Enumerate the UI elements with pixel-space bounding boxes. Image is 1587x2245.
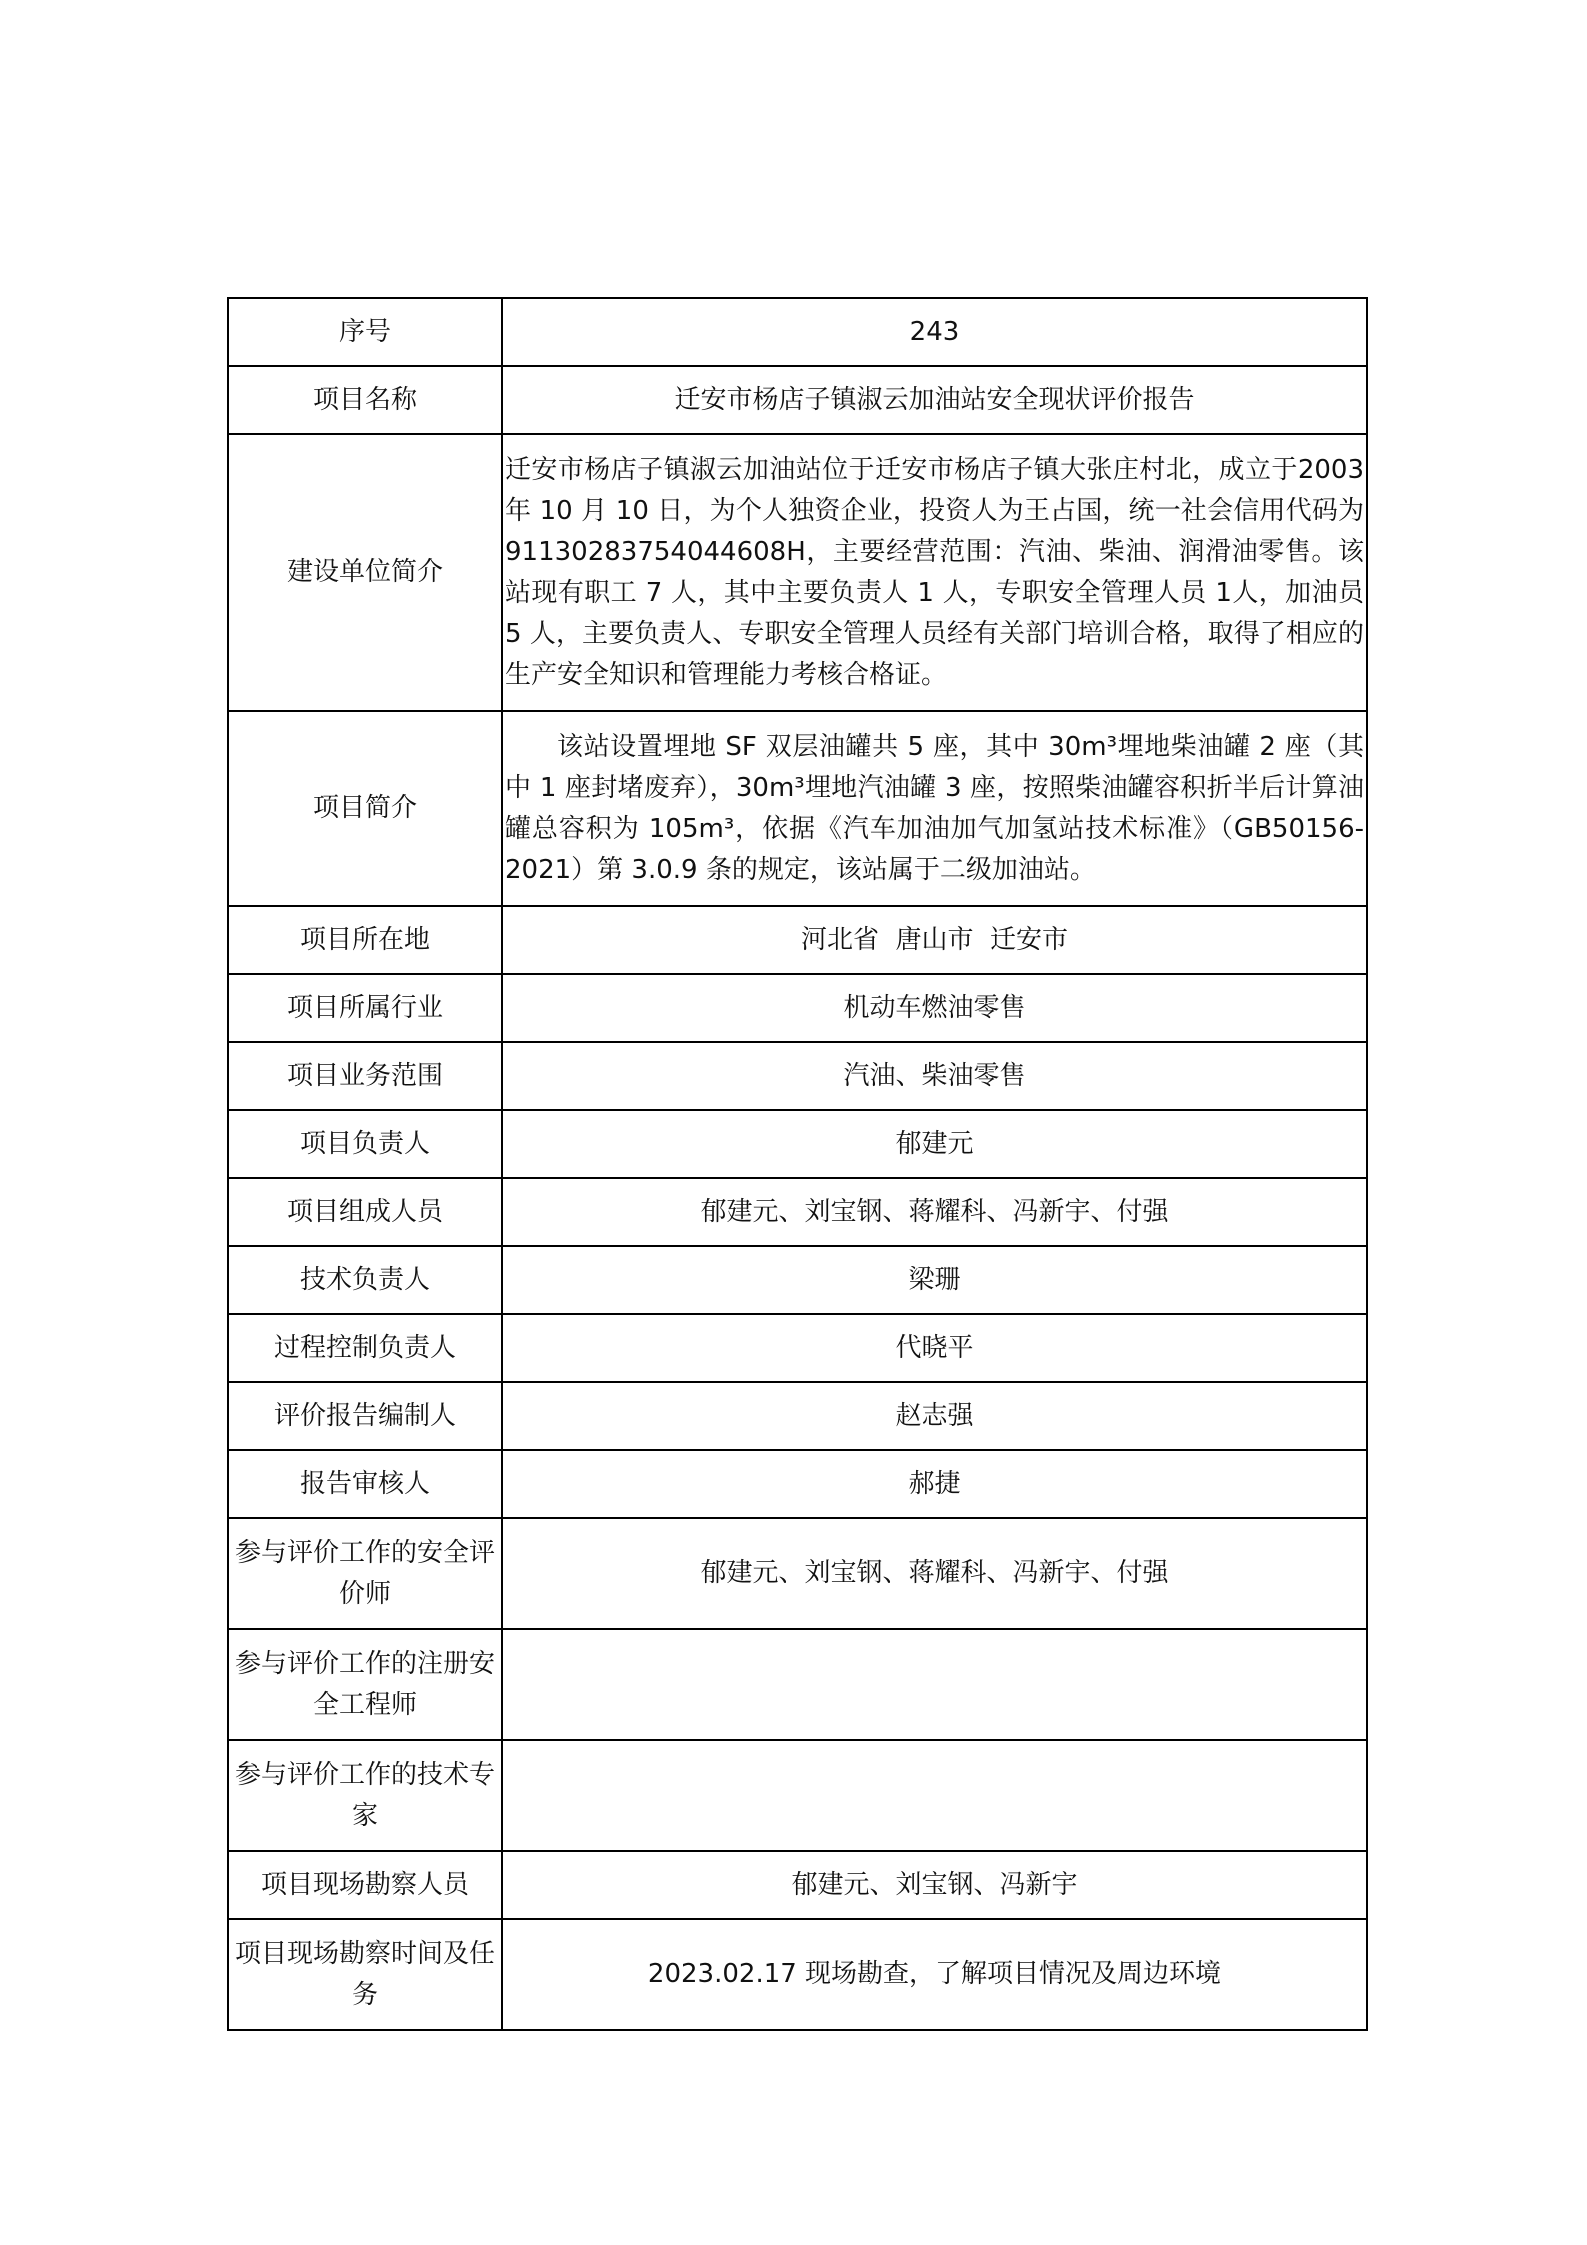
table-row (228, 1382, 1367, 1450)
row-label: 参与评价工作的安全评价师 (228, 1518, 502, 1629)
project-intro-text: 该站设置埋地 SF 双层油罐共 5 座，其中 30m³埋地柴油罐 2 座（其中 1 座封堵废弃），30m³埋地汽油罐 3 座，按照柴油罐容积折半后计算油罐总容积为 105m³，依据《汽车加油加气加氢站技术标准》（GB50156-2021）第 3.0.9 条的规定，该站属于二级加油站。 (505, 731, 1364, 885)
company-intro-text: 迁安市杨店子镇淑云加油站位于迁安市杨店子镇大张庄村北，成立于2003 年 10 月 10 日，为个人独资企业，投资人为王占国，统一社会信用代码为 91130283754044608H，主要经营范围：汽油、柴油、润滑油零售。该站现有职工 7 人，其中主要负责人 1 人，专职安全管理人员 1人，加油员 5 人，主要负责人、专职安全管理人员经有关部门培训合格，取得了相应的生产安全知识和管理能力考核合格证。 (505, 454, 1364, 690)
row-value: 郁建元、刘宝钢、蒋耀科、冯新宇、付强 (502, 1518, 1367, 1629)
table-row (228, 366, 1367, 434)
table-row (228, 1110, 1367, 1178)
row-value: 赵志强 (502, 1382, 1367, 1450)
table-row (228, 434, 1367, 711)
table-row (228, 1314, 1367, 1382)
row-label: 项目现场勘察时间及任务 (228, 1919, 502, 2030)
row-label: 过程控制负责人 (228, 1314, 502, 1382)
row-label: 项目组成人员 (228, 1178, 502, 1246)
row-label: 项目业务范围 (228, 1042, 502, 1110)
table-row (228, 1629, 1367, 1740)
row-label: 项目所在地 (228, 906, 502, 974)
row-value: 郁建元、刘宝钢、蒋耀科、冯新宇、付强 (502, 1178, 1367, 1246)
row-label: 建设单位简介 (228, 434, 502, 711)
row-value (502, 1629, 1367, 1740)
row-label: 项目简介 (228, 711, 502, 906)
row-value: 迁安市杨店子镇淑云加油站安全现状评价报告 (502, 366, 1367, 434)
table-row (228, 1919, 1367, 2030)
row-value (502, 711, 1367, 906)
table-row (228, 1450, 1367, 1518)
row-label: 报告审核人 (228, 1450, 502, 1518)
table-row (228, 711, 1367, 906)
row-value: 梁珊 (502, 1246, 1367, 1314)
table-row (228, 1178, 1367, 1246)
table-row (228, 298, 1367, 366)
row-value: 郁建元 (502, 1110, 1367, 1178)
table-row (228, 1246, 1367, 1314)
row-value: 郁建元、刘宝钢、冯新宇 (502, 1851, 1367, 1919)
row-label: 项目负责人 (228, 1110, 502, 1178)
row-value: 2023.02.17 现场勘查，了解项目情况及周边环境 (502, 1919, 1367, 2030)
row-value: 汽油、柴油零售 (502, 1042, 1367, 1110)
row-label: 项目现场勘察人员 (228, 1851, 502, 1919)
table-row (228, 1042, 1367, 1110)
project-info-table (227, 297, 1368, 2031)
row-value (502, 1740, 1367, 1851)
row-value: 河北省 唐山市 迁安市 (502, 906, 1367, 974)
table-row (228, 1740, 1367, 1851)
row-value: 郝捷 (502, 1450, 1367, 1518)
row-label: 项目名称 (228, 366, 502, 434)
row-label: 序号 (228, 298, 502, 366)
row-value: 代晓平 (502, 1314, 1367, 1382)
table-row (228, 1518, 1367, 1629)
table-row (228, 1851, 1367, 1919)
row-label: 参与评价工作的技术专家 (228, 1740, 502, 1851)
row-label: 技术负责人 (228, 1246, 502, 1314)
row-value (502, 434, 1367, 711)
row-label: 项目所属行业 (228, 974, 502, 1042)
table-row (228, 906, 1367, 974)
row-label: 参与评价工作的注册安全工程师 (228, 1629, 502, 1740)
row-value: 243 (502, 298, 1367, 366)
row-label: 评价报告编制人 (228, 1382, 502, 1450)
row-value: 机动车燃油零售 (502, 974, 1367, 1042)
table-row (228, 974, 1367, 1042)
